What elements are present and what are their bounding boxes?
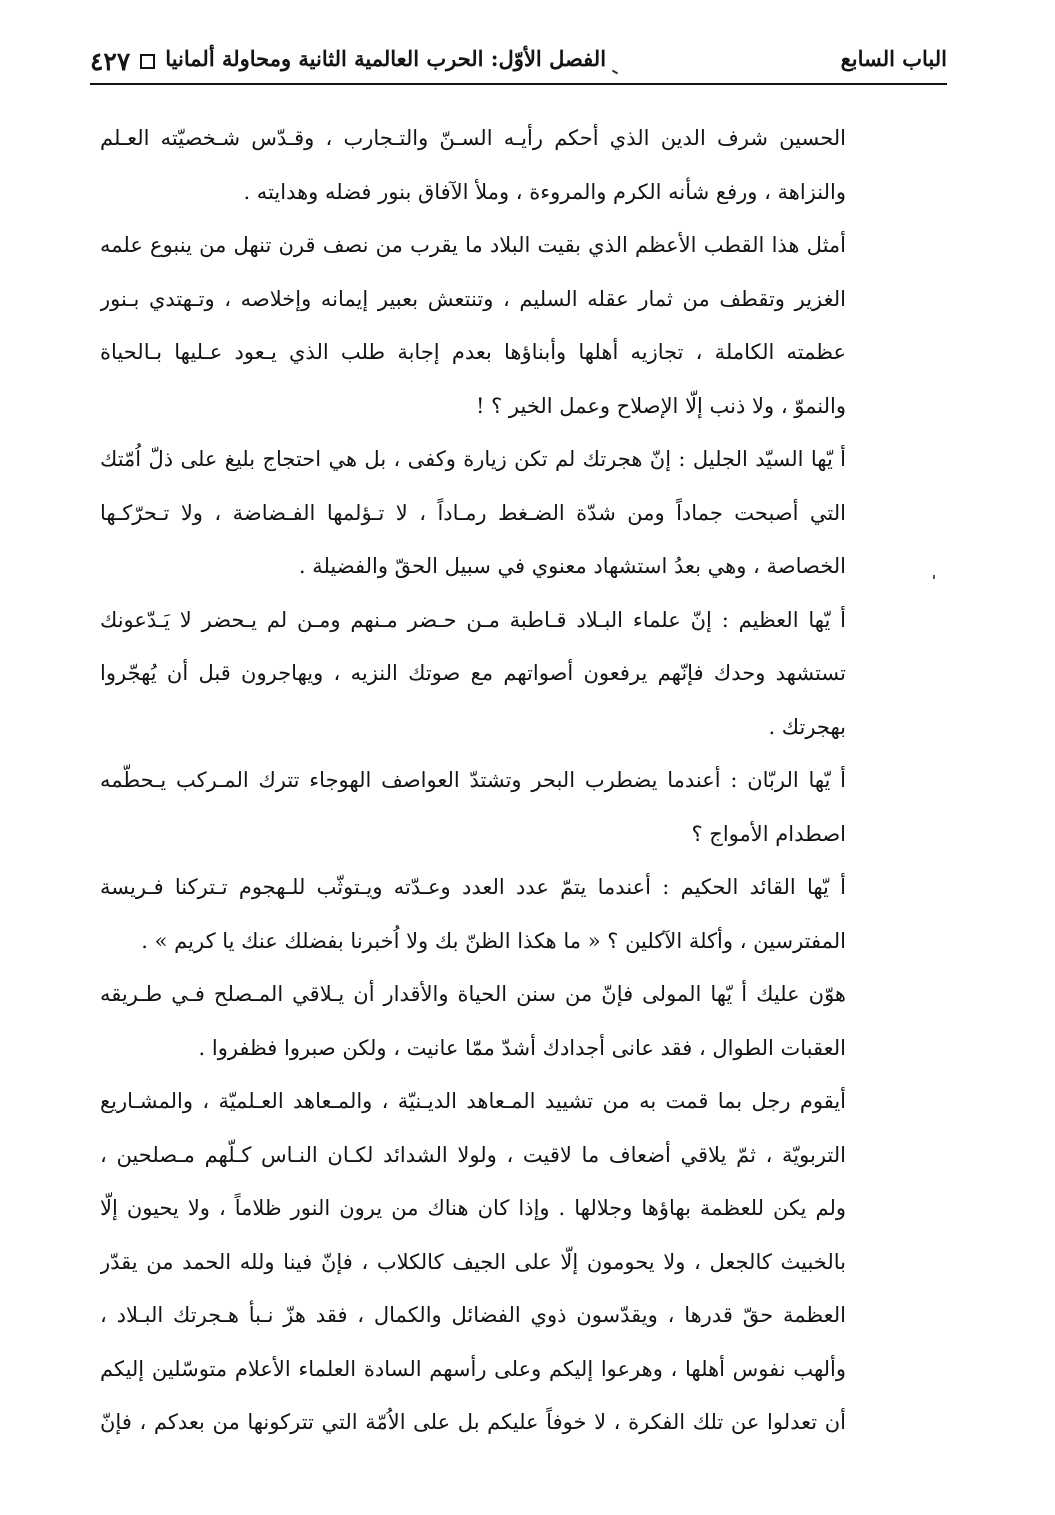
page-number: ٤٢٧ — [90, 47, 131, 76]
text-line: التي أصبحت جماداً ومن شدّة الضـغط رمـاداً ، لا تـؤلمها الفـضاضة ، ولا تـحرّكـها — [100, 500, 846, 525]
text-line: والنموّ ، ولا ذنب إلّا الإصلاح وعمل الخير ؟ ! — [475, 393, 846, 418]
text-line: بالخبيث كالجعل ، ولا يحومون إلّا على الجيف كالكلاب ، فإنّ فينا ولله الحمد من يقدّر — [100, 1249, 846, 1274]
text-line: التربويّة ، ثمّ يلاقي أضعاف ما لاقيت ، ولولا الشدائد لكـان النـاس كـلّهم مـصلحين ، — [100, 1142, 846, 1167]
running-header — [90, 44, 947, 86]
text-line: أيقوم رجل بما قمت به من تشييد المـعاهد الديـنيّة ، والمـعاهد العـلميّة ، والمشـاريع — [100, 1089, 846, 1113]
text-line: والنزاهة ، ورفع شأنه الكرم والمروءة ، وملأ الآفاق بنور فضله وهدايته . — [243, 179, 846, 204]
text-line: تستشهد وحدك فإنّهم يرفعون أصواتهم مع صوتك النزيه ، ويهاجرون قبل أن يُهجّروا — [100, 661, 846, 685]
text-line: أ يّها الربّان : أعندما يضطرب البحر وتشتدّ العواصف الهوجاء تترك المـركب يـحطّمه — [100, 768, 846, 792]
text-line: وألهب نفوس أهلها ، وهرعوا إليكم وعلى رأسهم السادة العلماء الأعلام متوسّلين إليكم — [100, 1356, 846, 1381]
text-line: ولم يكن للعظمة بهاؤها وجلالها . وإذا كان هناك من يرون النور ظلاماً ، ولا يحيون إلّا — [100, 1196, 846, 1220]
running-section-title: الباب السابع — [840, 46, 947, 71]
text-line: الخصاصة ، وهي بعدُ استشهاد معنوي في سبيل الحقّ والفضيلة . — [298, 554, 846, 578]
text-line: أ يّها العظيم : إنّ علماء البـلاد قـاطبة مـن حـضر مـنهم ومـن لم يـحضر لا يَـدّعونك — [100, 607, 846, 632]
body-text — [100, 112, 846, 1450]
text-line: المفترسين ، وأكلة الآكلين ؟ « ما هكذا الظنّ بك ولا اُخبرنا بفضلك عنك يا كريم » . — [141, 928, 846, 953]
text-line: أمثل هذا القطب الأعظم الذي بقيت البلاد ما يقرب من نصف قرن تنهل من ينبوع علمه — [100, 233, 846, 257]
text-line: الغزير وتقطف من ثمار عقله السليم ، وتنتعش بعبير إيمانه وإخلاصه ، وتـهتدي بـنور — [100, 286, 846, 311]
text-line: هوّن عليك أ يّها المولى فإنّ من سنن الحياة والأقدار أن يـلاقي المـصلح فـي طـريقه — [100, 982, 846, 1006]
text-line: اصطدام الأمواج ؟ — [691, 821, 846, 846]
text-line: بهجرتك . — [768, 714, 846, 739]
text-line: أ يّها القائد الحكيم : أعندما يتمّ عدد العدد وعـدّته ويـتوثّب للـهجوم تـتركنا فـريسة — [100, 875, 846, 899]
text-line: العقبات الطوال ، فقد عانى أجدادك أشدّ ممّا عانيت ، ولكن صبروا فظفروا . — [198, 1035, 846, 1060]
text-line: أن تعدلوا عن تلك الفكرة ، لا خوفاً عليكم بل على الاُمّة التي تتركونها من بعدكم ، فإنّ — [100, 1410, 846, 1434]
square-separator-icon — [140, 54, 155, 69]
text-line: الحسين شرف الدين الذي أحكم رأيـه السـنّ والتـجارب ، وقـدّس شـخصيّته العـلم — [100, 126, 846, 150]
margin-speck — [933, 575, 935, 579]
running-chapter-title: الفصل الأوّل: الحرب العالمية الثانية ومحاولة ألمانيا — [165, 46, 607, 71]
text-line: عظمته الكاملة ، تجازيه أهلها وأبناؤها بعدم إجابة طلب الذي يـعود عـليها بـالحياة — [100, 340, 846, 364]
text-line: العظمة حقّ قدرها ، ويقدّسون ذوي الفضائل والكمال ، فقد هزّ نـبأ هـجرتك البـلاد ، — [100, 1303, 846, 1327]
running-title-group — [90, 46, 606, 76]
header-rule — [90, 83, 947, 85]
text-line: أ يّها السيّد الجليل : إنّ هجرتك لم تكن زيارة وكفى ، بل هي احتجاج بليغ على ذلّ اُمّتك — [100, 447, 846, 471]
